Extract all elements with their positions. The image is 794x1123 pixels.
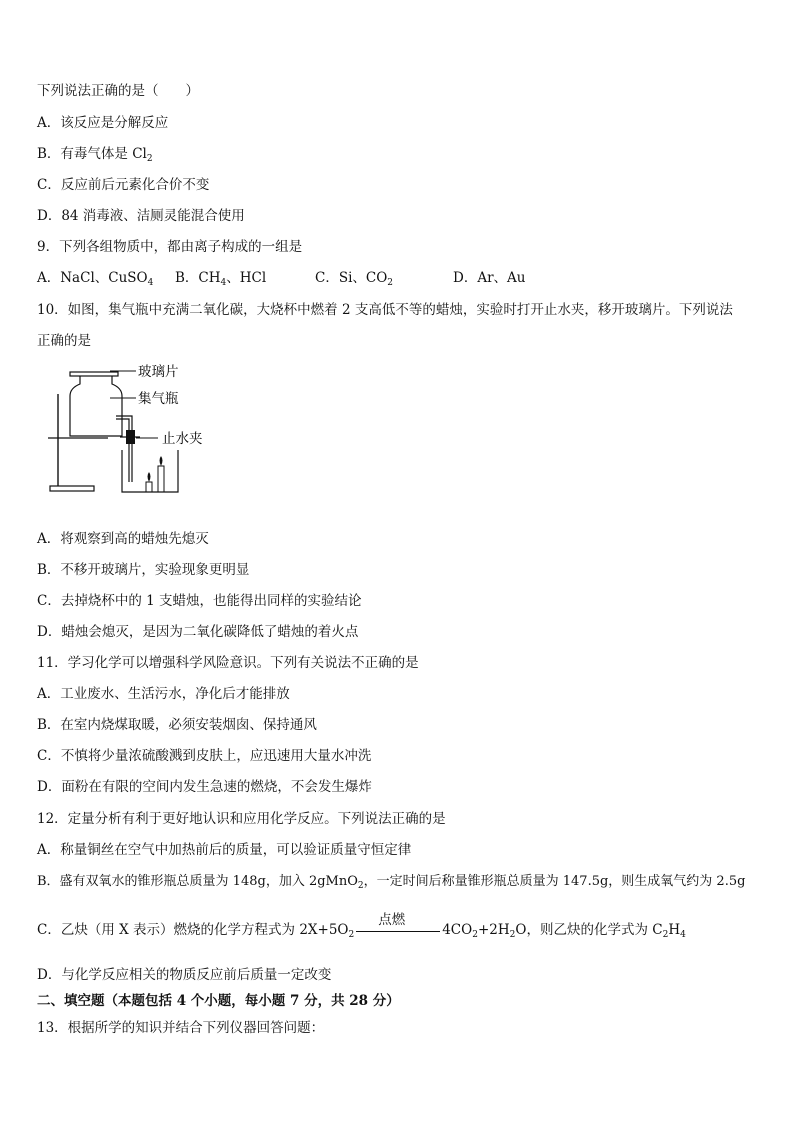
q10-option-a: A．将观察到高的蜡烛先熄灭 bbox=[37, 531, 209, 547]
reaction-arrow: 点燃 bbox=[356, 922, 440, 940]
q9-stem: 9．下列各组物质中，都由离子构成的一组是 bbox=[37, 239, 303, 255]
q10-option-b: B．不移开玻璃片，实验现象更明显 bbox=[37, 562, 250, 578]
q9-option-b: B．$CH_4$、HCl bbox=[175, 270, 267, 288]
section-heading: 二、填空题（本题包括 4 个小题，每小题 7 分，共 28 分） bbox=[37, 993, 400, 1009]
tall-candle bbox=[158, 466, 164, 492]
q12-option-c: C．乙炔（用 X 表示）燃烧的化学方程式为 $2X+5O_2$ 点燃 $4CO_2+2H_2O$，则乙炔的化学式为 $C_2H_4$ bbox=[37, 911, 686, 940]
q10-stem-line2: 正确的是 bbox=[37, 333, 91, 349]
short-candle bbox=[146, 482, 152, 492]
q11-option-d: D．面粉在有限的空间内发生急速的燃烧，不会发生爆炸 bbox=[37, 779, 372, 795]
q9-option-a: A．NaCl、CuSO$_4$ bbox=[37, 270, 154, 288]
delivery-tube bbox=[116, 416, 132, 482]
q11-option-b: B．在室内烧煤取暖，必须安装烟囱、保持通风 bbox=[37, 717, 317, 733]
label-glass-plate: 玻璃片 bbox=[138, 364, 179, 380]
q8-option-b: B．有毒气体是 $Cl_2$ bbox=[37, 146, 153, 164]
q8-stem: 下列说法正确的是（ ） bbox=[37, 83, 199, 99]
q9-options bbox=[37, 269, 525, 287]
q8-option-d: D．84 消毒液、洁厕灵能混合使用 bbox=[37, 208, 245, 224]
q12-option-b: B．盛有双氧水的锥形瓶总质量为 148g，加入 2gMnO$_2$，一定时间后称量锥形瓶总质量为 147.5g，则生成氧气约为 2.5g bbox=[37, 874, 746, 891]
gas-bottle bbox=[70, 376, 122, 436]
q8-option-a: A．该反应是分解反应 bbox=[37, 115, 169, 131]
q10-stem-line1: 10．如图，集气瓶中充满二氧化碳，大烧杯中燃着 2 支高低不等的蜡烛，实验时打开止水夹，移开玻璃片。下列说法 bbox=[37, 302, 733, 318]
short-candle-flame bbox=[148, 472, 151, 482]
label-gas-bottle: 集气瓶 bbox=[138, 391, 179, 407]
tall-candle-flame bbox=[160, 456, 163, 466]
q11-stem: 11．学习化学可以增强科学风险意识。下列有关说法不正确的是 bbox=[37, 655, 419, 671]
q10-option-c: C．去掉烧杯中的 1 支蜡烛，也能得出同样的实验结论 bbox=[37, 593, 362, 609]
q9-option-c: C．Si、$CO_2$ bbox=[315, 270, 394, 288]
apparatus-figure bbox=[40, 358, 240, 498]
q12-option-d: D．与化学反应相关的物质反应前后质量一定改变 bbox=[37, 967, 332, 983]
q11-option-a: A．工业废水、生活污水，净化后才能排放 bbox=[37, 686, 290, 702]
glass-plate bbox=[70, 372, 118, 376]
label-clamp: 止水夹 bbox=[162, 431, 203, 447]
q13-stem: 13．根据所学的知识并结合下列仪器回答问题： bbox=[37, 1020, 325, 1036]
q9-option-d: D．Ar、Au bbox=[453, 270, 526, 286]
q12-stem: 12．定量分析有利于更好地认识和应用化学反应。下列说法正确的是 bbox=[37, 811, 446, 827]
q12-option-a: A．称量铜丝在空气中加热前后的质量，可以验证质量守恒定律 bbox=[37, 842, 412, 858]
stand-base bbox=[50, 486, 94, 491]
beaker bbox=[122, 450, 178, 492]
q8-option-c: C．反应前后元素化合价不变 bbox=[37, 177, 210, 193]
q11-option-c: C．不慎将少量浓硫酸溅到皮肤上，应迅速用大量水冲洗 bbox=[37, 748, 372, 764]
q10-option-d: D．蜡烛会熄灭，是因为二氧化碳降低了蜡烛的着火点 bbox=[37, 624, 359, 640]
